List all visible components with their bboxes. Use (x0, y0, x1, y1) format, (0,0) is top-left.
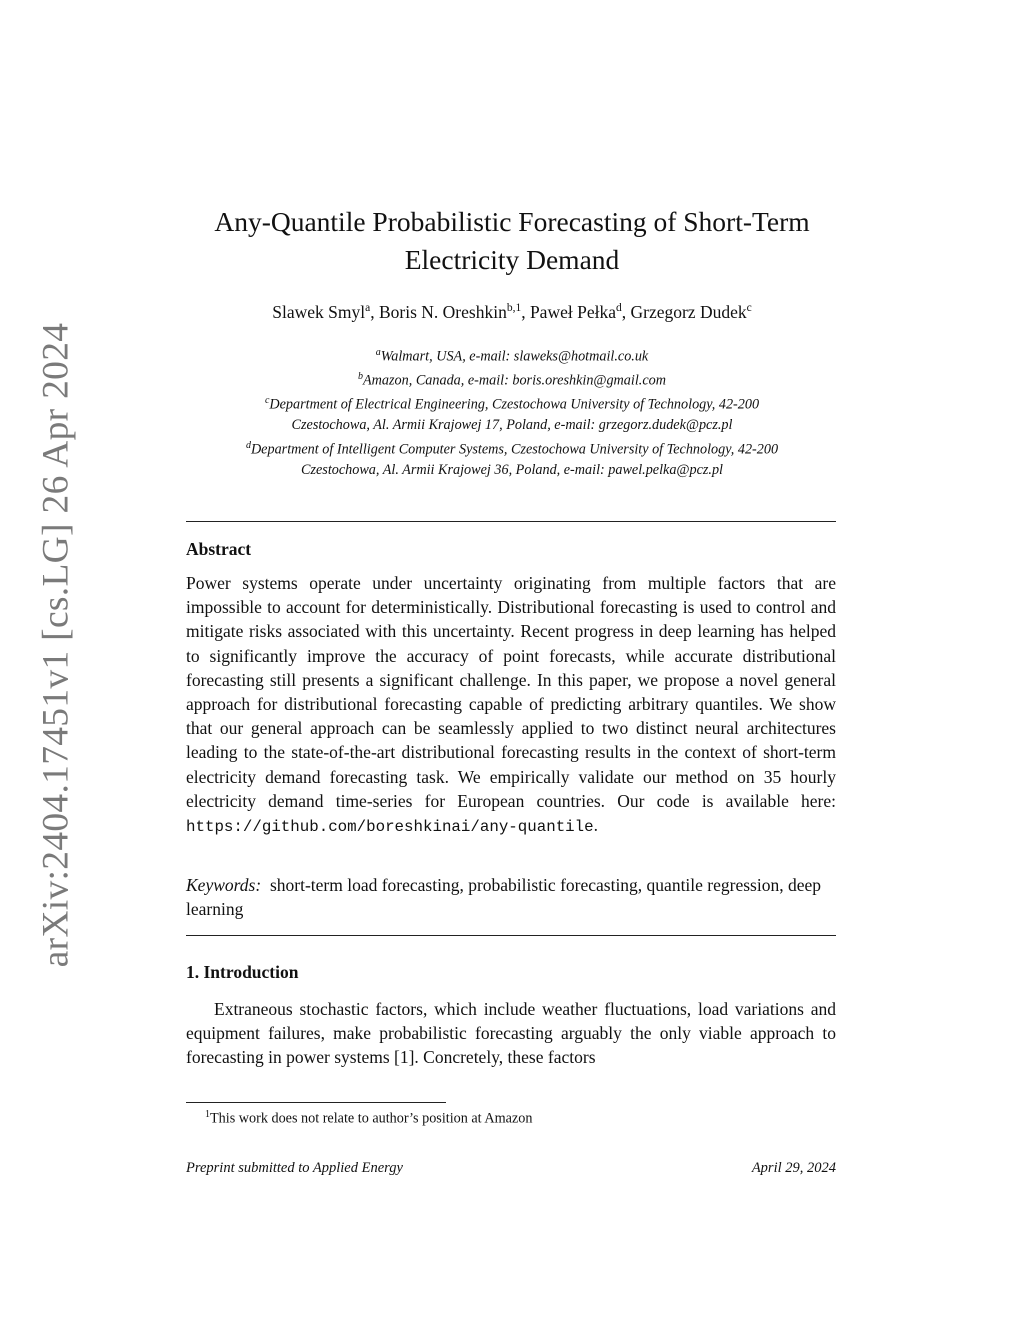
affiliation-b (0, 367, 1024, 391)
affiliation-d-cont: Czestochowa, Al. Armii Krajowej 36, Poland, e-mail: pawel.pelka@pcz.pl (301, 461, 723, 478)
affil-text: Walmart, USA, e-mail: slaweks@hotmail.co.uk (380, 348, 649, 365)
affiliation-d (0, 436, 1024, 460)
footer-venue: Preprint submitted to Applied Energy (186, 1160, 403, 1176)
affiliation-list (0, 343, 1024, 480)
abstract-top-rule (186, 521, 836, 522)
abstract-bottom-rule (186, 935, 836, 936)
author-separator: , (370, 302, 379, 322)
author-name: Grzegorz Dudek (630, 302, 747, 322)
author-affil-mark: b,1 (506, 302, 522, 315)
paper-title (0, 203, 1024, 279)
keywords-text: short-term load forecasting, probabilistic forecasting, quantile regression, deep learning (186, 875, 822, 919)
footer-date: April 29, 2024 (751, 1160, 836, 1176)
author-separator: , (521, 302, 530, 322)
author-list (0, 302, 1024, 323)
abstract-body (186, 571, 836, 839)
abstract-text: Power systems operate under uncertainty originating from multiple factors that are impossible to account for deterministically. Distributional forecasting is used to control and mitigate risks associated with this uncertainty. Recent progress in deep learning has helped to significantly improve the accuracy of point forecasts, while accurate distributional forecasting still presents a significant challenge. In this paper, we propose a novel general approach for distributional forecasting capable of predicting arbitrary quantiles. We show that our general approach can be seamlessly applied to two distinct neural architectures leading to the state-of-the-art distributional forecasting results in the context of short-term electricity demand forecasting task. We empirically validate our method on 35 hourly electricity demand time-series for European countries. Our code is available here: (186, 573, 836, 811)
author-name: Boris N. Oreshkin (378, 302, 507, 322)
code-repo-link[interactable]: https://github.com/boreshkinai/any-quantile (186, 818, 594, 837)
introduction-paragraph (186, 997, 836, 1070)
author-separator: , (621, 302, 631, 322)
section-heading-introduction: 1. Introduction (186, 962, 299, 982)
footnote-mark: 1 (205, 1109, 210, 1120)
author-affil-mark: a (365, 302, 371, 315)
abstract-end: . (593, 815, 599, 836)
introduction-text: Extraneous stochastic factors, which include weather fluctuations, load variations and equipment failures, make probabilistic forecasting arguably the only viable approach to forecasting in power systems [1]. Concretely, these factors (186, 999, 836, 1068)
abstract-heading: Abstract (186, 539, 252, 559)
footnote-text: This work does not relate to author’s position at Amazon (210, 1110, 533, 1127)
author-name: Slawek Smyl (272, 302, 366, 322)
footnote (205, 1109, 532, 1128)
affil-text: Department of Intelligent Computer Systems, Czestochowa University of Technology, 42-200 (250, 441, 779, 458)
footnote-rule (186, 1102, 446, 1103)
author-affil-mark: c (746, 302, 752, 315)
affil-text: Amazon, Canada, e-mail: boris.oreshkin@gmail.com (363, 372, 666, 389)
author-affil-mark: d (615, 302, 622, 315)
title-line-2: Electricity Demand (404, 244, 620, 275)
affil-mark: a (375, 347, 381, 358)
affil-mark: c (264, 395, 270, 407)
affiliation-c (0, 391, 1024, 415)
affiliation-a (0, 343, 1024, 367)
affil-text: Department of Electrical Engineering, Czestochowa University of Technology, 42-200 (269, 397, 760, 414)
arxiv-sidebar-stamp: arXiv:2404.17451v1 [cs.LG] 26 Apr 2024 (35, 322, 77, 968)
affil-mark: d (245, 439, 251, 451)
author-name: Paweł Pełka (529, 302, 616, 322)
keywords-label: Keywords: (186, 875, 262, 895)
affiliation-c-cont: Czestochowa, Al. Armii Krajowej 17, Poland, e-mail: grzegorz.dudek@pcz.pl (291, 417, 733, 434)
keywords (186, 873, 836, 921)
title-line-1: Any-Quantile Probabilistic Forecasting of Short-Term (214, 206, 810, 237)
affil-mark: b (358, 371, 364, 383)
